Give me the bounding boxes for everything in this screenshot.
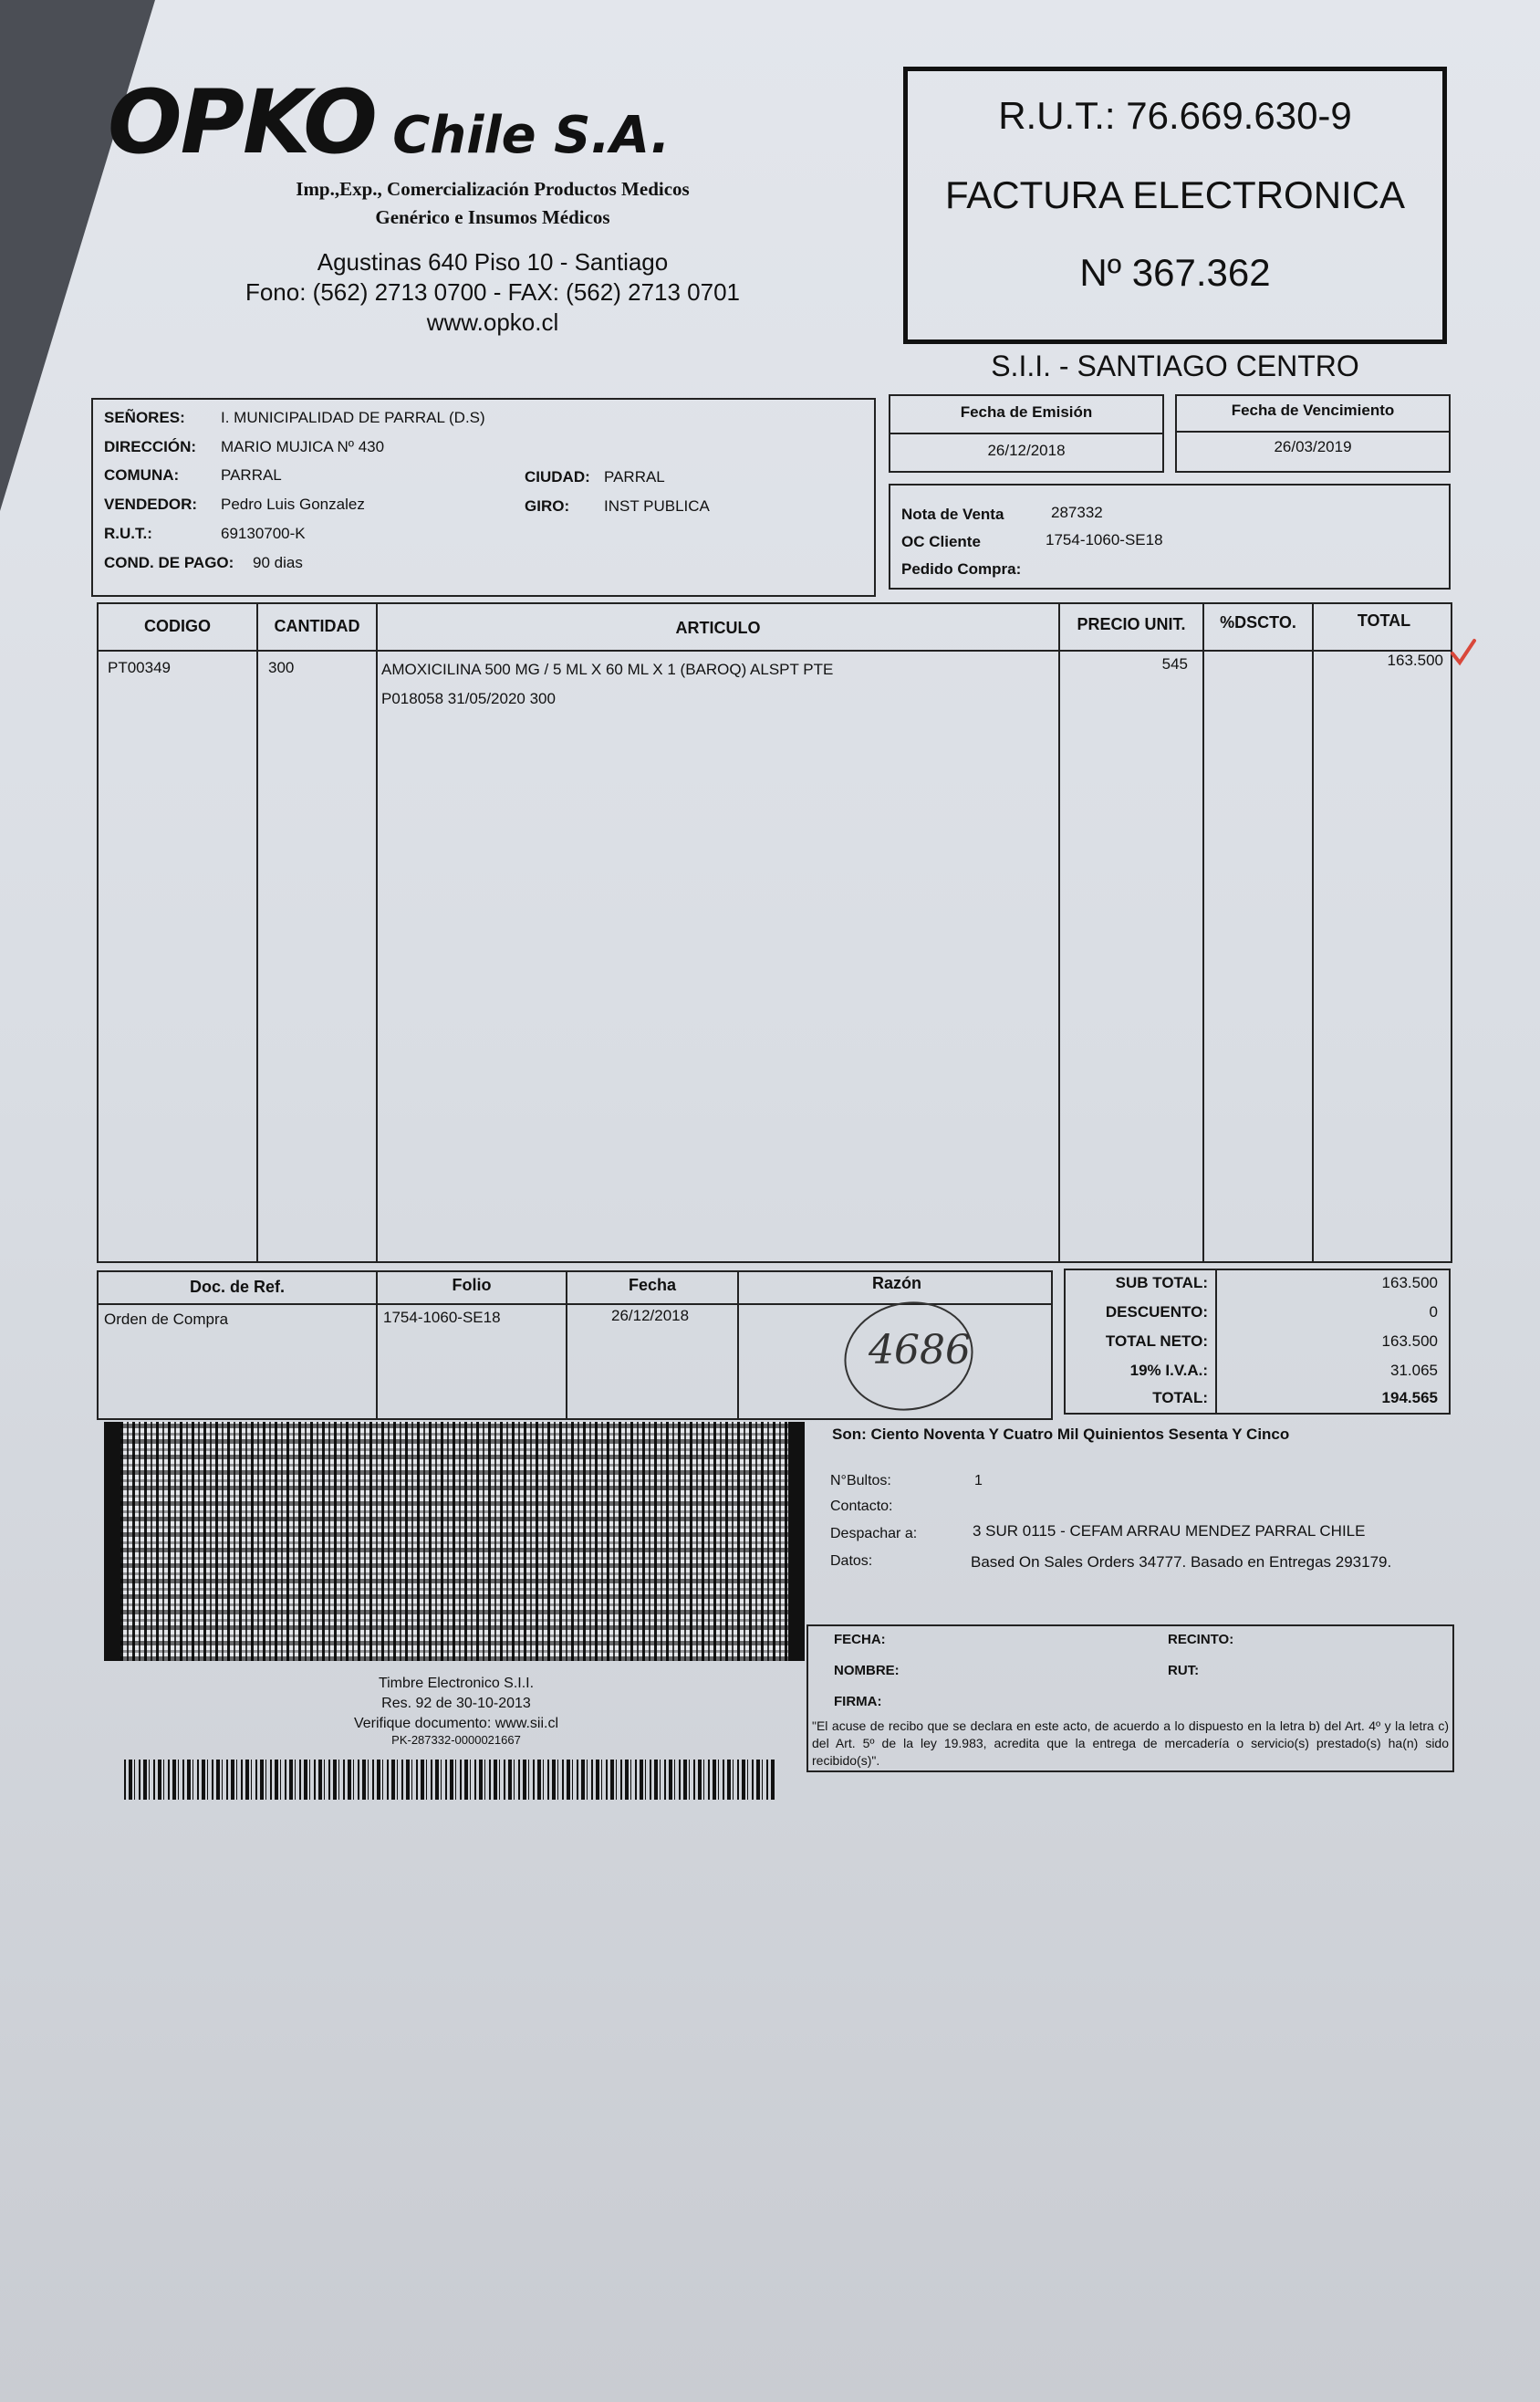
receipt-legal-note: "El acuse de recibo que se declara en este acto, de acuerdo a lo dispuesto en la letra b) del Art. 4º y la letra c) del Art. 5º de la ley 19.983, acredita que la entrega de mercadería o servicio(s) prestado(s) ha(n) sido recibido(s)". — [812, 1718, 1449, 1768]
nota-venta-label: Nota de Venta — [901, 506, 1004, 523]
subtotal-value: 163.500 — [1381, 1274, 1438, 1291]
ref-folio-value: 1754-1060-SE18 — [383, 1309, 501, 1326]
item-cantidad: 300 — [268, 659, 295, 676]
receipt-box — [806, 1624, 1454, 1772]
total-value: 194.565 — [1381, 1389, 1438, 1406]
company-line1: Imp.,Exp., Comercialización Productos Medicos — [296, 178, 690, 200]
pedido-compra-label: Pedido Compra: — [901, 560, 1022, 578]
totals-box — [1064, 1269, 1451, 1415]
company-phone: Fono: (562) 2713 0700 - FAX: (562) 2713 0701 — [245, 278, 741, 306]
col-cantidad-header: CANTIDAD — [274, 617, 360, 635]
invoice-number: Nº 367.362 — [1079, 251, 1271, 294]
item-total: 163.500 — [1387, 652, 1443, 669]
check-mark-icon — [1449, 637, 1478, 668]
fecha-emision-label: Fecha de Emisión — [960, 403, 1093, 421]
linear-barcode — [124, 1760, 775, 1800]
despachar-value: 3 SUR 0115 - CEFAM ARRAU MENDEZ PARRAL CHILE — [973, 1522, 1366, 1540]
timbre-line2: Res. 92 de 30-10-2013 — [381, 1696, 531, 1711]
document-type: FACTURA ELECTRONICA — [944, 173, 1406, 216]
nota-venta-value: 287332 — [1051, 504, 1103, 521]
contacto-label: Contacto: — [830, 1499, 893, 1514]
reference-table — [97, 1270, 1053, 1420]
company-address: Agustinas 640 Piso 10 - Santiago — [317, 248, 669, 276]
fecha-emision-box — [889, 394, 1164, 473]
handwritten-note: 4686 — [869, 1327, 971, 1373]
ciudad-label: CIUDAD: — [525, 468, 590, 486]
pdf417-barcode — [104, 1422, 805, 1661]
order-box — [889, 484, 1451, 590]
iva-value: 31.065 — [1390, 1362, 1438, 1379]
ref-folio-header: Folio — [452, 1276, 492, 1294]
receipt-firma-label: FIRMA: — [834, 1694, 882, 1709]
descuento-value: 0 — [1429, 1303, 1438, 1321]
item-lote: P018058 31/05/2020 300 — [381, 690, 556, 707]
col-codigo-header: CODIGO — [143, 617, 211, 635]
item-articulo: AMOXICILINA 500 MG / 5 ML X 60 ML X 1 (BAROQ) ALSPT PTE — [381, 661, 834, 678]
col-total-header: TOTAL — [1357, 611, 1411, 630]
giro-value: INST PUBLICA — [604, 497, 710, 515]
oc-cliente-label: OC Cliente — [901, 533, 981, 550]
fecha-vencimiento-box — [1175, 394, 1451, 473]
fecha-vencimiento-value: 26/03/2019 — [1274, 438, 1352, 455]
neto-value: 163.500 — [1381, 1332, 1438, 1350]
giro-label: GIRO: — [525, 497, 570, 515]
ref-doc-value: Orden de Compra — [104, 1311, 229, 1328]
logo-opko-text: OPKO — [108, 71, 376, 173]
company-line2: Genérico e Insumos Médicos — [375, 206, 610, 228]
senores-label: SEÑORES: — [104, 409, 185, 426]
ref-doc-header: Doc. de Ref. — [189, 1278, 286, 1296]
datos-label: Datos: — [830, 1553, 873, 1569]
total-label: TOTAL: — [1152, 1389, 1208, 1406]
descuento-label: DESCUENTO: — [1105, 1303, 1208, 1321]
receipt-nombre-label: NOMBRE: — [834, 1663, 900, 1678]
company-rut: R.U.T.: 76.669.630-9 — [998, 94, 1352, 137]
bultos-value: 1 — [974, 1473, 983, 1488]
ref-fecha-header: Fecha — [628, 1276, 677, 1294]
ciudad-value: PARRAL — [604, 468, 665, 486]
col-dscto-header: %DSCTO. — [1220, 613, 1296, 632]
oc-cliente-value: 1754-1060-SE18 — [1046, 531, 1163, 548]
receipt-recinto-label: RECINTO: — [1168, 1632, 1234, 1647]
vendedor-label: VENDEDOR: — [104, 496, 198, 513]
customer-box — [91, 398, 876, 597]
timbre-line3: Verifique documento: www.sii.cl — [353, 1716, 559, 1731]
receipt-fecha-label: FECHA: — [834, 1632, 886, 1647]
rut-value: 69130700-K — [221, 525, 306, 542]
rut-label: R.U.T.: — [104, 525, 152, 542]
item-codigo: PT00349 — [108, 659, 171, 676]
logo-chile-text: Chile S.A. — [392, 106, 671, 165]
sii-office: S.I.I. - SANTIAGO CENTRO — [991, 350, 1359, 382]
direccion-value: MARIO MUJICA Nº 430 — [221, 438, 385, 455]
items-table — [97, 602, 1452, 1263]
senores-value: I. MUNICIPALIDAD DE PARRAL (D.S) — [221, 409, 485, 426]
col-articulo-header: ARTICULO — [675, 619, 761, 637]
timbre-code: PK-287332-0000021667 — [391, 1733, 521, 1747]
ref-razon-header: Razón — [872, 1274, 921, 1292]
timbre-text — [274, 1674, 639, 1747]
iva-label: 19% I.V.A.: — [1129, 1362, 1208, 1379]
ref-fecha-value: 26/12/2018 — [611, 1307, 690, 1324]
datos-value: Based On Sales Orders 34777. Basado en Entregas 293179. — [971, 1553, 1392, 1571]
direccion-label: DIRECCIÓN: — [104, 438, 197, 455]
fecha-emision-value: 26/12/2018 — [987, 442, 1066, 459]
cond-pago-value: 90 dias — [253, 554, 303, 571]
amount-in-words: Son: Ciento Noventa Y Cuatro Mil Quinientos Sesenta Y Cinco — [832, 1426, 1290, 1443]
despachar-label: Despachar a: — [830, 1526, 918, 1541]
vendedor-value: Pedro Luis Gonzalez — [221, 496, 365, 513]
invoice-id-box — [903, 67, 1447, 344]
neto-label: TOTAL NETO: — [1105, 1332, 1208, 1350]
bultos-label: N°Bultos: — [830, 1473, 891, 1488]
company-logo — [108, 71, 670, 173]
comuna-value: PARRAL — [221, 466, 282, 484]
col-precio-header: PRECIO UNIT. — [1077, 615, 1186, 633]
fecha-vencimiento-label: Fecha de Vencimiento — [1231, 402, 1395, 419]
timbre-line1: Timbre Electronico S.I.I. — [378, 1676, 535, 1691]
receipt-rut-label: RUT: — [1168, 1663, 1200, 1678]
comuna-label: COMUNA: — [104, 466, 180, 484]
item-precio: 545 — [1161, 655, 1188, 673]
company-web: www.opko.cl — [426, 308, 559, 336]
cond-pago-label: COND. DE PAGO: — [104, 554, 234, 571]
subtotal-label: SUB TOTAL: — [1115, 1274, 1208, 1291]
